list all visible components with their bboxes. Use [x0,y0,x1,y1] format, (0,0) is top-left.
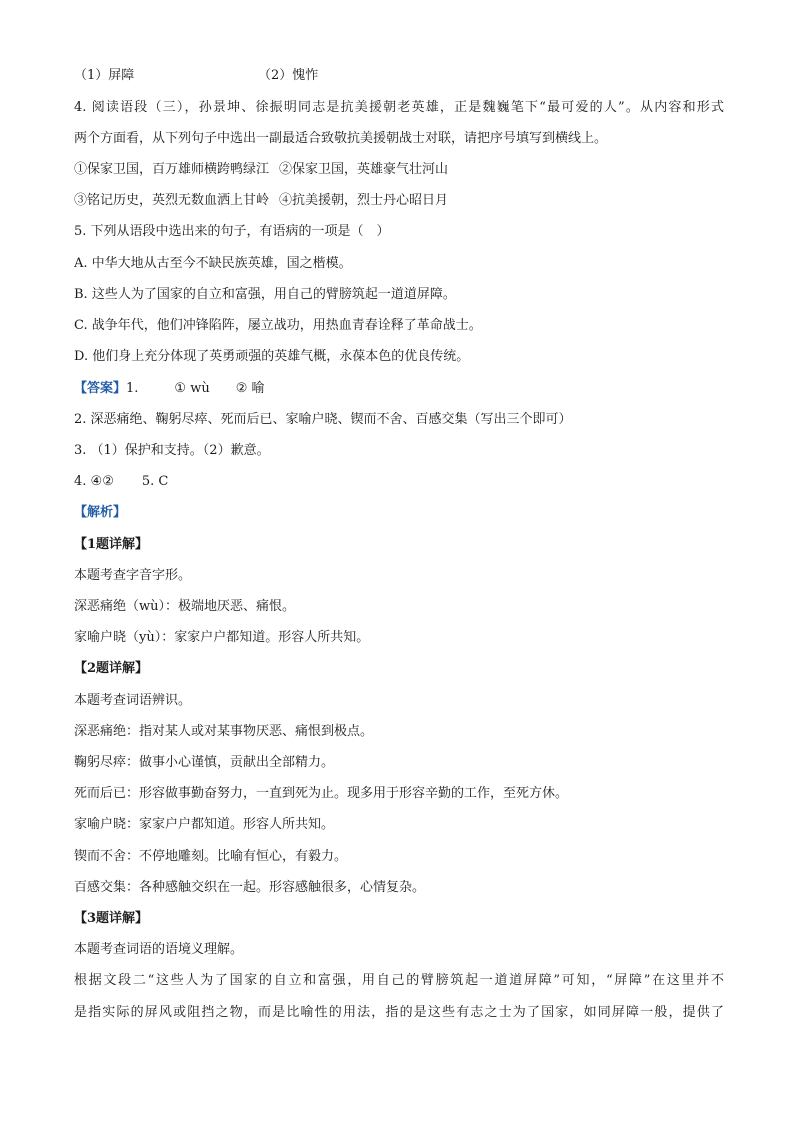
section-2-line4: 死而后已：形容做事勤奋努力，一直到死为止。现多用于形容辛勤的工作，至死方休。 [74,786,569,801]
answer-row-4 [74,472,724,492]
answer-1-part2: ② 喻 [235,381,265,396]
section-2-line7: 百感交集：各种感触交织在一起。形容感触很多，心情复杂。 [74,880,426,895]
answer-4: 4. ④② [74,474,114,489]
section-1-line3: 家喻户晓（yù）：家家户户都知道。形容人所共知。 [74,630,370,645]
q5-option-b: B. 这些人为了国家的自立和富强，用自己的臂膀筑起一道道屏障。 [74,287,456,302]
q5-option-c: C. 战争年代，他们冲锋陷阵，屡立战功，用热血青春诠释了革命战士。 [74,318,482,333]
section-3-line1: 本题考查词语的语境义理解。 [74,942,244,957]
q5-option-d: D. 他们身上充分体现了英勇顽强的英雄气概，永葆本色的优良传统。 [74,349,470,364]
section-2-line3: 鞠躬尽瘁：做事小心谨慎，贡献出全部精力。 [74,755,335,770]
q4-option-4: ④抗美援朝，烈士丹心昭日月 [279,193,449,208]
section-2-title: 【2题详解】 [74,661,149,676]
q5-stem: 5. 下列从语段中选出来的句子，有语病的一项是（ ） [74,224,390,239]
answer-2: 2. 深恶痛绝、鞠躬尽瘁、死而后已、家喻户晓、锲而不舍、百感交集（写出三个即可） [74,412,572,427]
q4-stem-line2: 两个方面看，从下列句子中选出一副最适合致敬抗美援朝战士对联，请把序号填写到横线上。 [74,131,608,146]
analysis-label: 【解析】 [74,505,127,520]
answer-row-1 [74,379,724,399]
section-1-title: 【1题详解】 [74,537,149,552]
section-3-line3: 是指实际的屏风或阻挡之物，而是比喻性的用法，指的是这些有志之士为了国家，如同屏障一般，提供了 [74,1005,724,1020]
section-2-line2: 深恶痛绝：指对某人或对某事物厌恶、痛恨到极点。 [74,724,374,739]
q4-option-3: ③铭记历史，英烈无数血洒上甘岭 [74,193,270,208]
section-2-line6: 锲而不舍：不停地雕刻。比喻有恒心，有毅力。 [74,849,348,864]
q4-options-row2 [74,191,724,211]
section-1-line1: 本题考查字音字形。 [74,568,192,583]
q3-options [74,66,724,86]
q4-option-2: ②保家卫国，英雄豪气壮河山 [279,162,449,177]
section-3-title: 【3题详解】 [74,911,149,926]
answer-1-number: 1. [126,381,139,396]
q3-option-2: （2）愧怍 [258,68,319,83]
q4-stem-line1: 4. 阅读语段（三），孙景坤、徐振明同志是抗美援朝老英雄，正是魏巍笔下“最可爱的人”。从内容和形式 [74,100,724,115]
answer-3: 3. （1）保护和支持。（2）歉意。 [74,443,270,458]
answer-5: 5. C [141,474,169,489]
answer-1-part1: ① wù [174,381,210,396]
section-2-line5: 家喻户晓：家家户户都知道。形容人所共知。 [74,817,335,832]
section-2-line1: 本题考查词语辨识。 [74,693,192,708]
q5-option-a: A. 中华大地从古至今不缺民族英雄，国之楷模。 [74,256,352,271]
answer-label: 【答案】 [74,381,127,396]
q3-option-1: （1）屏障 [74,68,135,83]
section-3-line2: 根据文段二“这些人为了国家的自立和富强，用自己的臂膀筑起一道道屏障”可知，“屏障”在这里并不 [74,973,724,988]
q4-options-row1 [74,160,724,180]
section-1-line2: 深恶痛绝（wù）：极端地厌恶、痛恨。 [74,599,296,614]
q4-option-1: ①保家卫国，百万雄师横跨鸭绿江 [74,162,270,177]
